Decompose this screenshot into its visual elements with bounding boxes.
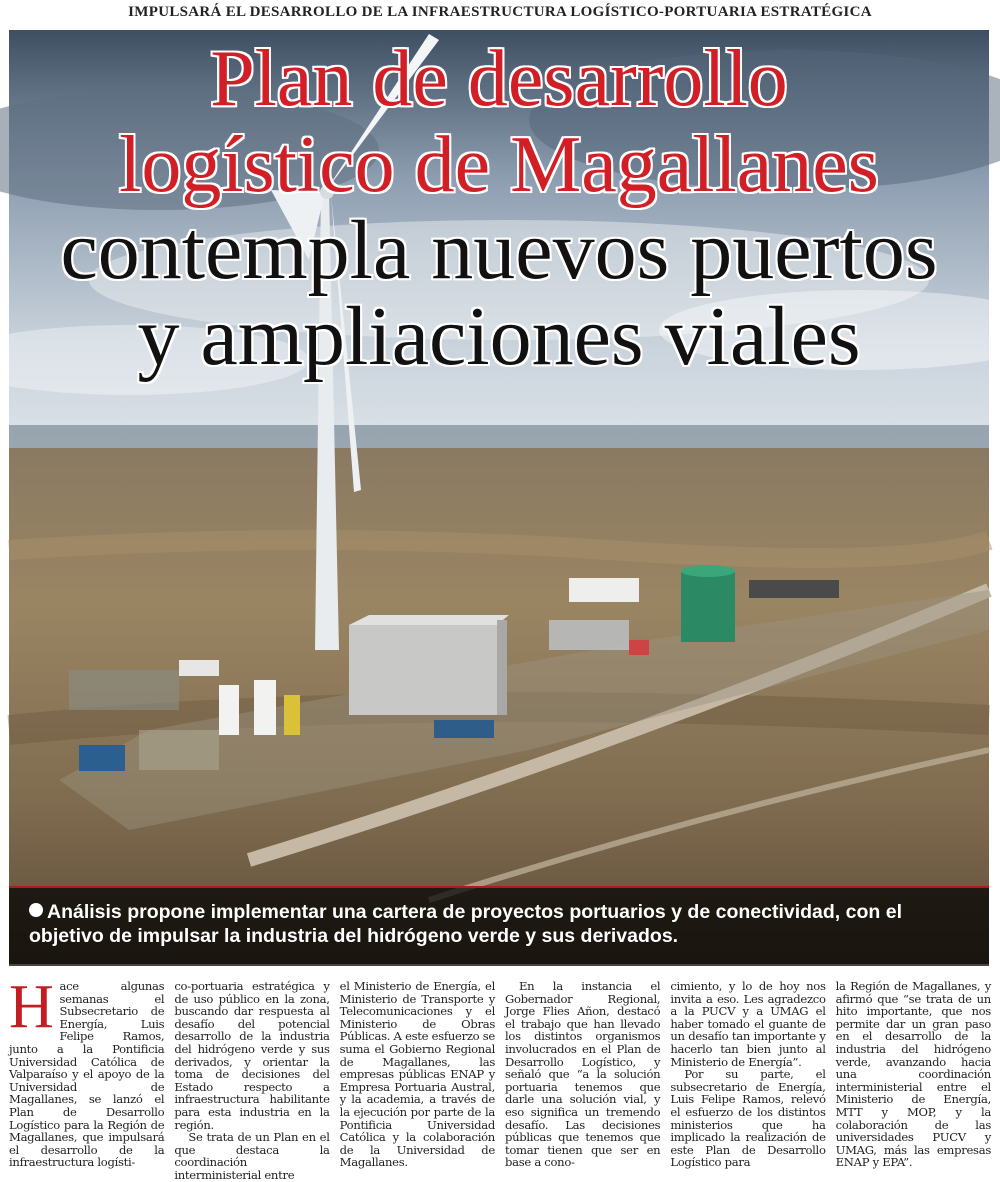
article-column-5 [670, 979, 826, 1170]
drop-cap: H [9, 973, 54, 1041]
bullet-icon [29, 903, 43, 917]
photo-caption [29, 900, 979, 948]
column-text: Por su parte, el subsecretario de Energía, Luis Felipe Ramos, relevó el esfuerzo de los distintos ministerios que ha implicado la realización de este Plan de Desarrollo Logístico para [670, 1067, 826, 1170]
headline-line-3: contempla nuevos puertos [60, 204, 938, 297]
photo-caption-bar [9, 886, 989, 966]
article-column-2 [174, 979, 330, 1182]
column-text: el Ministerio de Energía, el Ministerio de Transporte y Telecomunicaciones y el Ministerio de Obras Públicas. A este esfuerzo se suma el Gobierno Regional de Magallanes, las empresas públicas ENAP y Empresa Portuaria Austral, y la academia, a través de la ejecución por parte de la Pontificia Universidad Católica y la colaboración de la Universidad de Magallanes. [339, 979, 495, 1170]
headline-line-2: logístico de Magallanes [119, 121, 879, 209]
caption-text: Análisis propone implementar una cartera de proyectos portuarios y de conectividad, con el objetivo de impulsar la industria del hidrógeno verde y sus derivados. [29, 901, 902, 947]
column-text: cimiento, y lo de hoy nos invita a eso. Les agradezco a la PUCV y a UMAG el haber tomado el guante de un desafío tan importante y hacerlo tan bien junto al Ministerio de Energía”. [670, 979, 826, 1069]
column-text: En la instancia el Gobernador Regional, Jorge Flies Añon, destacó el trabajo que han llevado los distintos organismos involucrados en el Plan de Desarrollo Logístico, y señaló que “a la solución portuaria tenemos que darle una solución vial, y eso significa un tremendo desafío. Las decisiones públicas que tenemos que tomar tienen que ser en base a cono- [504, 979, 661, 1170]
article-column-3 [339, 979, 495, 1170]
article-column-1 [9, 973, 165, 1170]
kicker: IMPULSARÁ EL DESARROLLO DE LA INFRAESTRUCTURA LOGÍSTICO-PORTUARIA ESTRATÉGICA [128, 4, 872, 20]
column-text: la Región de Magallanes, y afirmó que “se trata de un hito importante, que nos permite dar un gran paso en el desarrollo de la industria del hidrógeno verde, avanzando hacia una coordinación interministerial entre el Ministerio de Energía, MTT y MOP, y la colaboración de las universidades PUCV y UMAG, más las empresas ENAP y EPA”. [835, 979, 991, 1170]
article-column-6 [835, 979, 991, 1170]
column-text: ace algunas semanas el Subsecretario de Energía, Luis Felipe Ramos, junto a la Pontificia Universidad Católica de Valparaíso y el apoyo de la Universidad de Magallanes, se lanzó el Plan de Desarrollo Logístico para la Región de Magallanes, que impulsará el desarrollo de la infraestructura logísti- [9, 979, 165, 1170]
headline-line-1: Plan de desarrollo [210, 35, 788, 123]
hero-photo [9, 30, 989, 964]
column-text: co-portuaria estratégica y de uso público en la zona, buscando dar respuesta al desafío del potencial desarrollo de la industria del hidrógeno verde y sus derivados, y orientar la toma de decisiones del Estado respecto a infraestructura habilitante para esta industria en la región. [174, 979, 330, 1132]
article-body [9, 973, 991, 1182]
headline-line-4: y ampliaciones viales [137, 290, 861, 383]
article-column-4 [504, 979, 661, 1170]
headline [9, 35, 989, 383]
column-text: Se trata de un Plan en el que destaca la coordinación interministerial entre [174, 1130, 330, 1182]
